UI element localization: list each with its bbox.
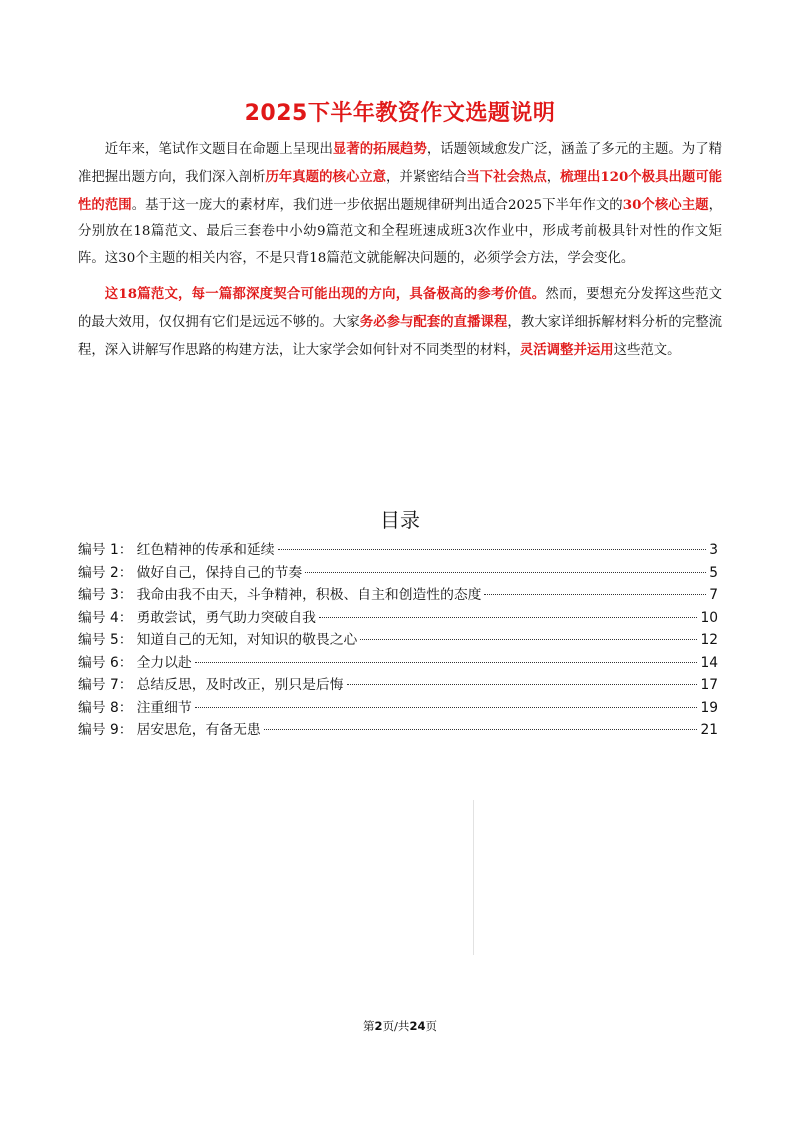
toc-entry-page: 3: [709, 542, 718, 558]
toc-entry[interactable]: [78, 561, 718, 584]
highlighted-text: 梳理出120个极具出题可能性的范围: [78, 168, 723, 213]
toc-entry-title: 总结反思，及时改正，别只是后悔: [136, 677, 344, 693]
highlighted-text: 这18篇范文，每一篇都深度契合可能出现的方向，具备极高的参考价值。: [104, 285, 546, 302]
toc-entry-title: 居安思危，有备无患: [136, 722, 261, 738]
footer-page-number: 2: [374, 1019, 383, 1033]
toc-entry-page: 7: [709, 587, 718, 603]
toc-entry-number: 编号 1：: [78, 542, 133, 558]
toc-entry-number: 编号 7：: [78, 677, 133, 693]
toc-entry-page: 12: [700, 632, 718, 648]
toc-entry-page: 19: [700, 699, 718, 716]
toc-leader-dots: [347, 684, 698, 685]
toc-leader-dots: [195, 662, 698, 663]
toc-entry-number: 编号 2：: [78, 564, 133, 581]
toc-leader-dots: [319, 617, 698, 618]
toc-entry-title: 我命由我不由天，斗争精神，积极、自主和创造性的态度: [136, 587, 482, 603]
footer-middle: 页/共: [382, 1019, 410, 1033]
toc-entry-title: 做好自己，保持自己的节奏: [136, 564, 303, 581]
toc-entry-number: 编号 6：: [78, 654, 133, 671]
body-text: 然而，要想充分发挥这些范文的最大效用，仅仅拥有它们是远远不够的。大家: [78, 286, 722, 330]
highlighted-text: 30个核心主题: [622, 196, 709, 213]
body-text: ，话题领域愈发广泛，涵盖了多元的主题。为了精准把握出题方向，我们深入剖析: [78, 142, 723, 185]
toc-entry-page: 14: [700, 654, 718, 671]
toc-entry-page: 10: [700, 609, 718, 626]
toc-entry-title: 红色精神的传承和延续: [136, 542, 275, 558]
toc-entry-number: 编号 4：: [78, 609, 133, 626]
highlighted-text: 务必参与配套的直播课程: [359, 313, 508, 330]
footer-total-pages: 24: [409, 1019, 426, 1033]
toc-leader-dots: [278, 549, 707, 550]
toc-entry[interactable]: [78, 606, 718, 629]
highlighted-text: 显著的拓展趋势: [332, 141, 427, 157]
intro-text: [78, 136, 722, 372]
intro-paragraph-1: [78, 136, 722, 273]
toc-entry[interactable]: [78, 673, 718, 696]
toc-entry-page: 21: [700, 722, 718, 738]
toc-heading: 目录: [380, 508, 420, 532]
toc-entry-title: 注重细节: [136, 699, 192, 716]
toc-leader-dots: [484, 594, 706, 595]
toc-entry-number: 编号 5：: [78, 632, 133, 648]
toc-entry[interactable]: [78, 696, 718, 719]
toc-entry[interactable]: [78, 538, 718, 561]
toc-entry[interactable]: [78, 628, 718, 651]
toc-leader-dots: [360, 639, 697, 640]
body-text: 近年来，笔试作文题目在命题上呈现出: [104, 142, 333, 157]
body-text: ，并紧密结合: [386, 169, 467, 185]
toc-entry[interactable]: [78, 651, 718, 674]
toc-entry-title: 勇敢尝试，勇气助力突破自我: [136, 609, 316, 626]
intro-paragraph-2: [78, 281, 722, 364]
toc-entry-number: 编号 3：: [78, 587, 133, 603]
page-footer: [0, 1018, 800, 1034]
toc-entry-title: 全力以赴: [136, 654, 192, 671]
body-text: ，分别放在18篇范文、最后三套卷中小幼9篇范文和全程班速成班3次作业中，形成考前极具针对性的作文矩阵。这30个主题的相关内容，不是只背18篇范文就能解决问题的，必须学会方法，学会变化。: [78, 197, 723, 267]
body-text: 。基于这一庞大的素材库，我们进一步依据出题规律研判出适合2025下半年作文的: [131, 197, 623, 213]
toc-leader-dots: [305, 572, 706, 573]
footer-suffix: 页: [425, 1019, 437, 1033]
toc-entry-page: 5: [709, 564, 718, 581]
divider-line: [473, 800, 474, 955]
toc-entry-number: 编号 8：: [78, 699, 133, 716]
body-text: ，: [546, 169, 561, 185]
body-text: ，教大家详细拆解材料分析的完整流程，深入讲解写作思路的构建方法，让大家学会如何针对不同类型的材料，: [78, 314, 723, 358]
highlighted-text: 当下社会热点: [466, 168, 547, 185]
toc-entry-number: 编号 9：: [78, 722, 133, 738]
highlighted-text: 灵活调整并运用: [519, 341, 614, 358]
body-text: 这些范文。: [613, 342, 681, 358]
footer-prefix: 第: [363, 1019, 375, 1033]
highlighted-text: 历年真题的核心立意: [265, 168, 387, 185]
toc-entry[interactable]: [78, 718, 718, 741]
toc-entry[interactable]: [78, 583, 718, 606]
document-title: 2025下半年教资作文选题说明: [244, 101, 556, 126]
toc-entry-title: 知道自己的无知，对知识的敬畏之心: [136, 632, 358, 648]
toc-entry-page: 17: [700, 677, 718, 693]
table-of-contents: [78, 538, 718, 741]
toc-leader-dots: [195, 707, 698, 708]
toc-leader-dots: [264, 729, 698, 730]
